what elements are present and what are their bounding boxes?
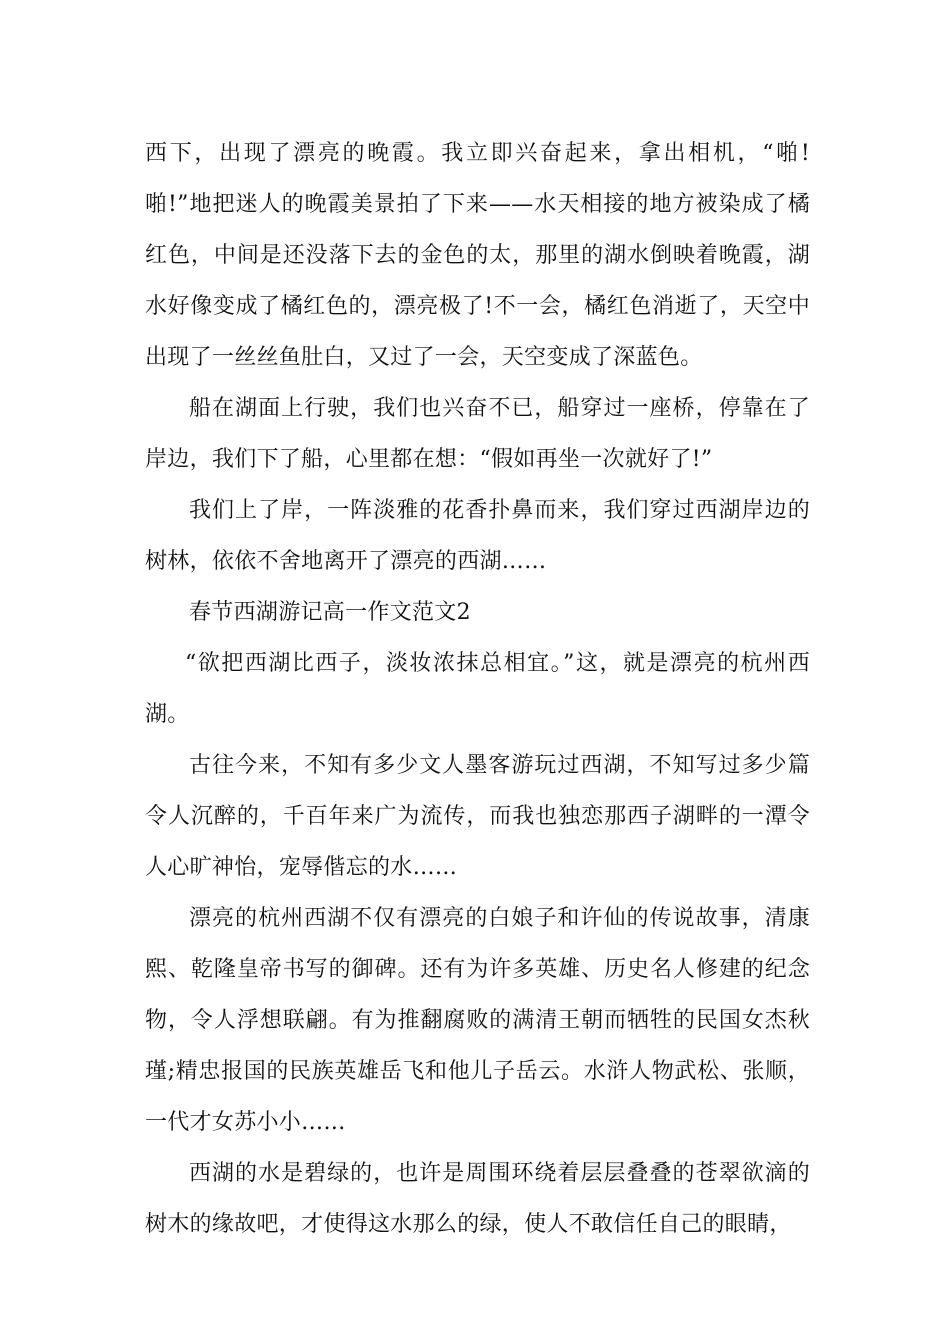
paragraph-literati: 古往今来，不知有多少文人墨客游玩过西湖，不知写过多少篇令人沉醉的，千百年来广为流传，而我也独恋那西子湖畔的一潭令人心旷神怡，宠辱偕忘的水…… [145, 753, 810, 880]
document-body [145, 128, 810, 1250]
paragraph-boat: 船在湖面上行驶，我们也兴奋不已，船穿过一座桥，停靠在了岸边，我们下了船，心里都在想：“假如再坐一次就好了!” [145, 396, 810, 472]
paragraph-shore: 我们上了岸，一阵淡雅的花香扑鼻而来，我们穿过西湖岸边的树林，依依不舍地离开了漂亮的西湖…… [145, 498, 810, 574]
paragraph-water: 西湖的水是碧绿的，也许是周围环绕着层层叠叠的苍翠欲滴的树木的缘故吧，才使得这水那么的绿，使人不敢信任自己的眼睛， [145, 1161, 810, 1237]
section-heading: 春节西湖游记高一作文范文2 [189, 600, 471, 625]
paragraph-poem-quote: “欲把西湖比西子，淡妆浓抹总相宜。”这，就是漂亮的杭州西湖。 [145, 651, 810, 727]
paragraph-sunset: 西下，出现了漂亮的晚霞。我立即兴奋起来，拿出相机，“啪!啪!”地把迷人的晚霞美景拍了下来——水天相接的地方被染成了橘红色，中间是还没落下去的金色的太，那里的湖水倒映着晚霞，湖水好像变成了橘红色的，漂亮极了!不一会，橘红色消逝了，天空中出现了一丝丝鱼肚白，又过了一会，天空变成了深蓝色。 [145, 141, 810, 370]
paragraph-history: 漂亮的杭州西湖不仅有漂亮的白娘子和许仙的传说故事，清康熙、乾隆皇帝书写的御碑。还有为许多英雄、历史名人修建的纪念物，令人浮想联翩。有为推翻腐败的满清王朝而牺牲的民国女杰秋瑾;精忠报国的民族英雄岳飞和他儿子岳云。水浒人物武松、张顺，一代才女苏小小…… [145, 906, 810, 1135]
